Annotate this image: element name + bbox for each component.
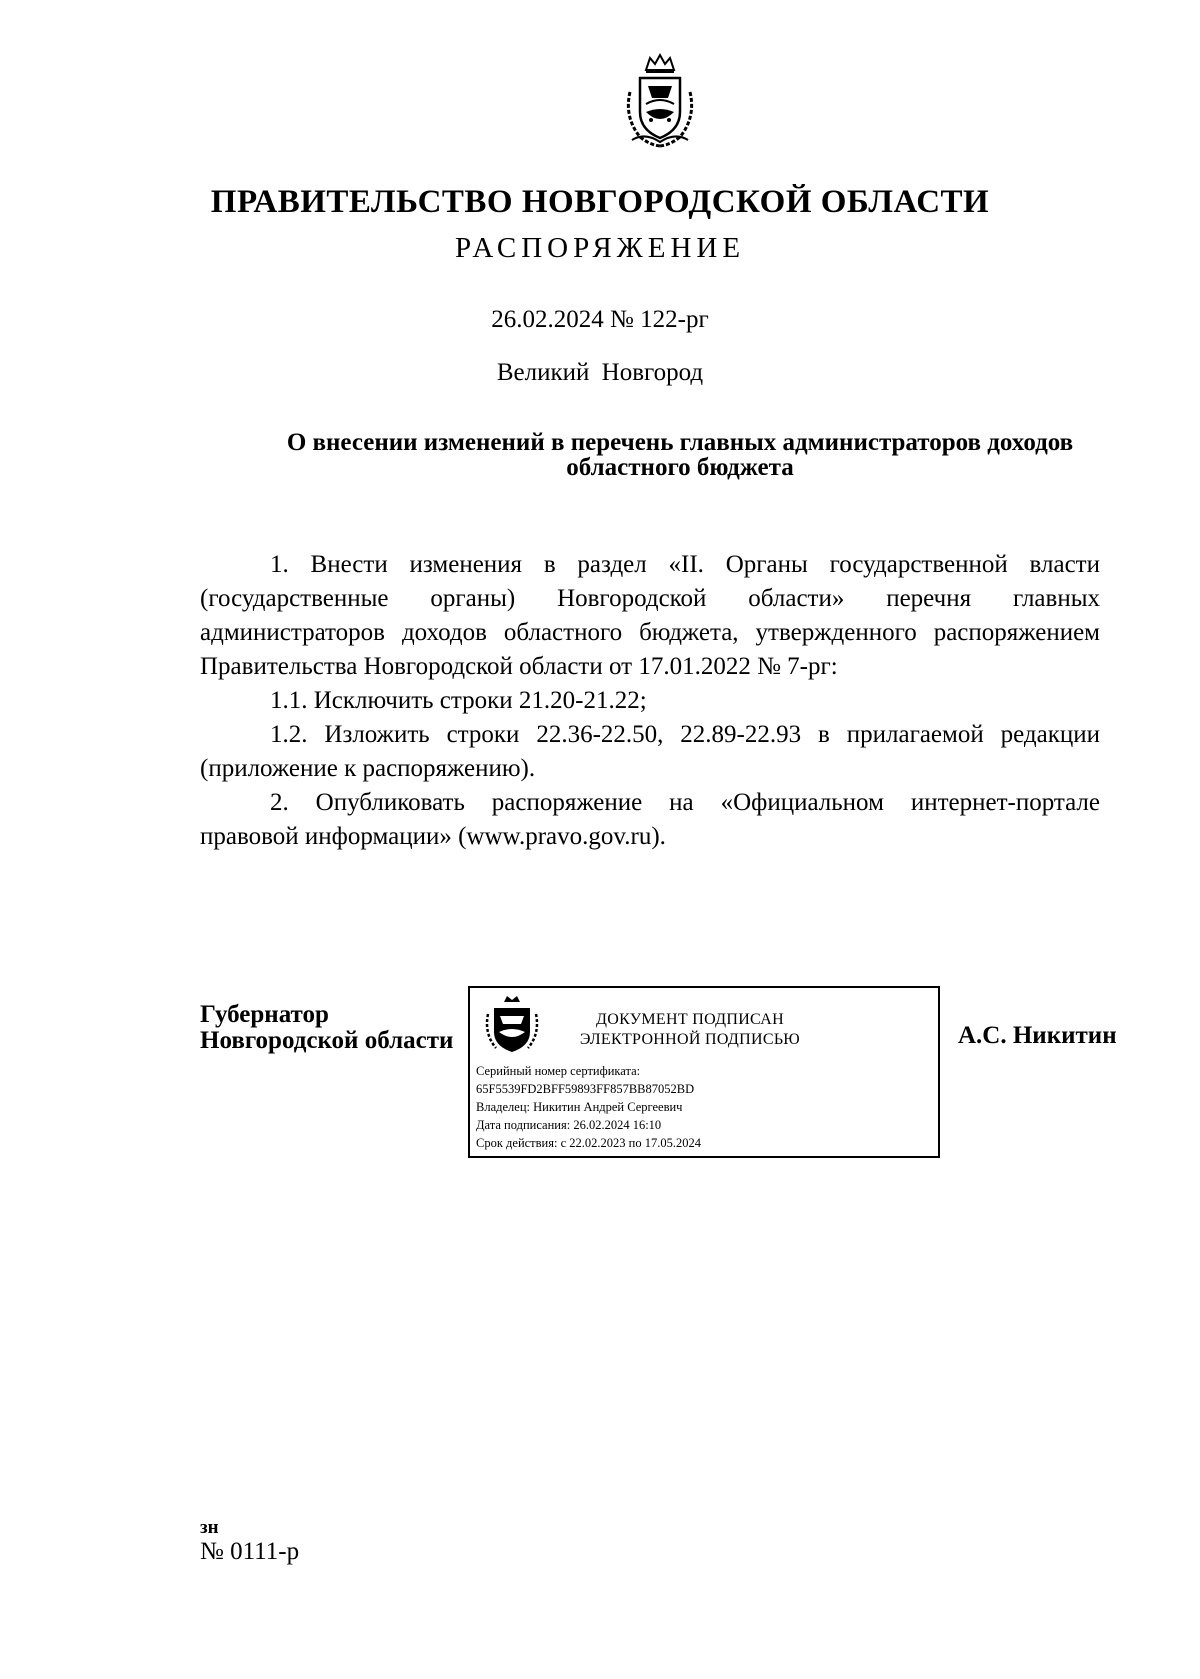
body-paragraph: 1.2. Изложить строки 22.36-22.50, 22.89-22.93 в прилагаемой редакции (приложение к распоряжению). (200, 721, 1100, 782)
emblem-icon (484, 994, 540, 1054)
footer-number: № 0111-р (200, 1538, 300, 1565)
stamp-heading-line: ДОКУМЕНТ ПОДПИСАН (596, 1011, 784, 1028)
signatory-position-line: Губернатор (200, 1001, 329, 1028)
document-body (200, 548, 1100, 854)
title-line: О внесении изменений в перечень главных администраторов доходов (286, 429, 1074, 456)
body-paragraph: 1. Внести изменения в раздел «II. Органы государственной власти (государственные органы) Новгородской области» перечня главных администраторов доходов областного бюджета, утвержденного распоряжением Правительства Новгородской области от 17.01.2022 № 7-рг: (200, 551, 1100, 680)
coat-of-arms-icon (610, 52, 710, 152)
document-city: Великий Новгород (496, 359, 704, 386)
stamp-heading (550, 1010, 830, 1050)
electronic-signature-stamp (468, 986, 940, 1158)
document-date-number: 26.02.2024 № 122-рг (491, 306, 709, 333)
signing-date: Дата подписания: 26.02.2024 16:10 (476, 1118, 662, 1132)
document-title (200, 430, 1160, 480)
certificate-number: 65F5539FD2BFF59893FF857BB87052BD (476, 1082, 695, 1096)
certificate-validity: Срок действия: с 22.02.2023 по 17.05.2024 (476, 1136, 701, 1150)
footer-registration (200, 1518, 299, 1566)
signatory-position (200, 1002, 453, 1054)
document-type: РАСПОРЯЖЕНИЕ (454, 232, 746, 264)
signatory-position-line: Новгородской области (200, 1027, 454, 1054)
body-paragraph: 2. Опубликовать распоряжение на «Официальном интернет-портале правовой информации» (www.pravo.gov.ru). (200, 789, 1100, 850)
body-paragraph: 1.1. Исключить строки 21.20-21.22; (270, 687, 647, 714)
certificate-label: Серийный номер сертификата: (476, 1064, 641, 1078)
signatory-name: А.С. Никитин (958, 1022, 1117, 1049)
stamp-heading-line: ЭЛЕКТРОННОЙ ПОДПИСЬЮ (579, 1031, 801, 1048)
organization-heading: ПРАВИТЕЛЬСТВО НОВГОРОДСКОЙ ОБЛАСТИ (210, 184, 990, 220)
footer-code: зн (200, 1517, 219, 1538)
stamp-details (476, 1062, 701, 1152)
certificate-owner: Владелец: Никитин Андрей Сергеевич (476, 1100, 683, 1114)
title-line: областного бюджета (566, 454, 794, 481)
